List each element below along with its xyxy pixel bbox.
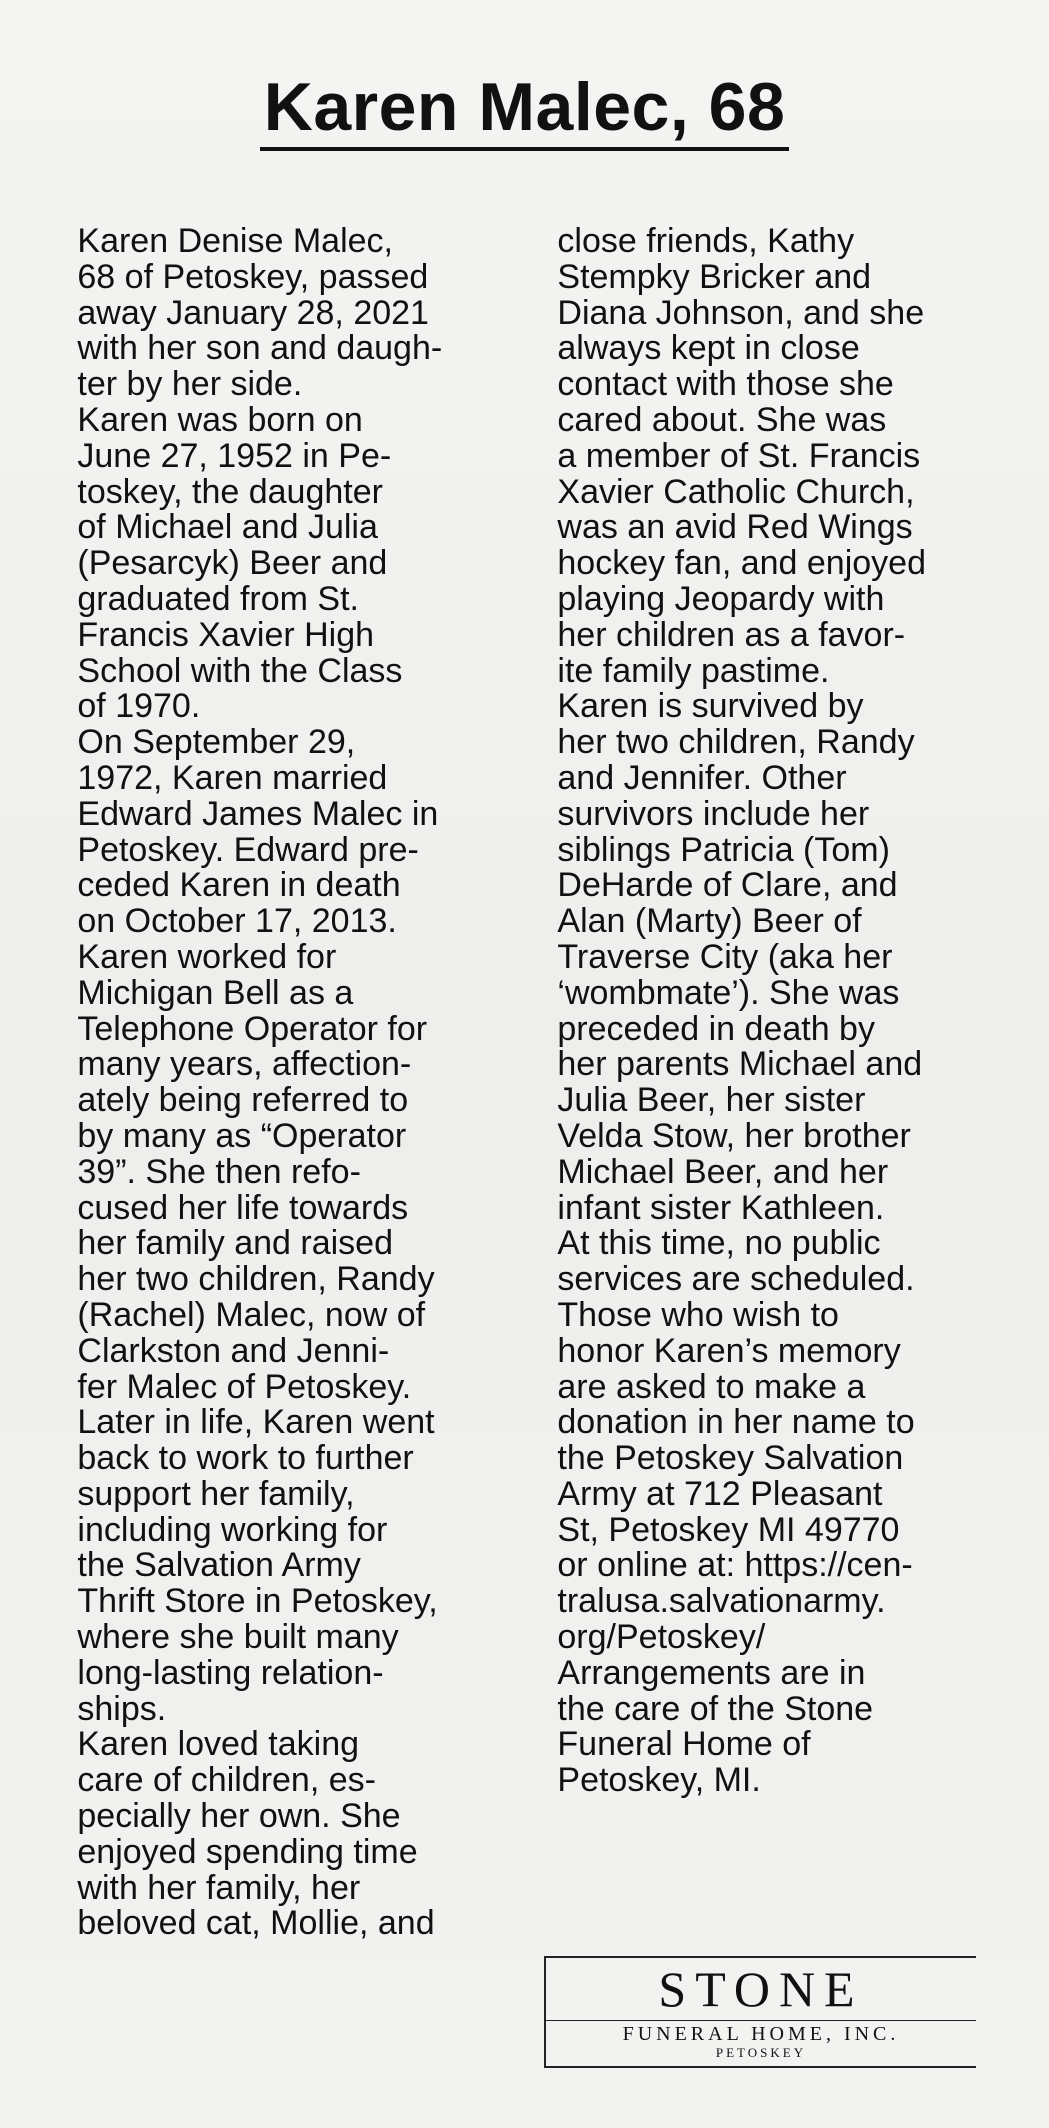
text-line: beloved cat, Mollie, and (77, 1904, 435, 1943)
text-line: away January 28, 2021 (77, 293, 429, 332)
text-line: ceded Karen in death (77, 866, 401, 905)
text-line: At this time, no public (557, 1224, 881, 1263)
funeral-home-logo (544, 1956, 976, 2068)
text-line: her children as a favor- (557, 615, 906, 654)
text-line: her family and raised (77, 1224, 393, 1263)
text-line: Funeral Home of (557, 1725, 811, 1764)
text-line: ter by her side. (77, 365, 303, 404)
text-line: org/Petoskey/ (557, 1618, 766, 1657)
logo-name: STONE (658, 1961, 864, 2017)
text-line: Edward James Malec in (77, 794, 439, 833)
paragraph (57, 224, 497, 403)
text-line: Xavier Catholic Church, (557, 472, 915, 511)
text-line: of Michael and Julia (77, 508, 378, 547)
text-line: Thrift Store in Petoskey, (77, 1582, 438, 1621)
text-line: Clarkston and Jenni- (77, 1331, 390, 1370)
text-line: graduated from St. (77, 579, 359, 618)
text-line: contact with those she (557, 365, 894, 404)
text-line: ships. (77, 1689, 167, 1728)
text-line: including working for (77, 1510, 388, 1549)
text-line: cused her life towards (77, 1188, 409, 1227)
text-line: hockey fan, and enjoyed (557, 544, 926, 583)
text-line: playing Jeopardy with (557, 579, 885, 618)
text-line: where she built many (77, 1618, 399, 1657)
text-line: School with the Class (77, 651, 403, 690)
paragraph (57, 1727, 497, 1942)
text-line: infant sister Kathleen. (557, 1188, 885, 1227)
text-line: with her son and daugh- (77, 329, 443, 368)
text-line: June 27, 1952 in Pe- (77, 436, 392, 475)
text-line: enjoyed spending time (77, 1832, 418, 1871)
text-line: Michael Beer, and her (557, 1152, 889, 1191)
paragraph (57, 937, 497, 1728)
text-line: her two children, Randy (77, 1260, 435, 1299)
text-line: Diana Johnson, and she (557, 293, 925, 332)
paragraph (57, 400, 497, 726)
text-line: tralusa.salvationarmy. (557, 1582, 886, 1621)
text-line: many years, affection- (77, 1045, 412, 1084)
text-line: ite family pastime. (557, 651, 830, 690)
paragraph (57, 725, 497, 940)
text-line: on October 17, 2013. (77, 902, 397, 941)
text-line: her two children, Randy (557, 723, 915, 762)
logo-subtitle: FUNERAL HOME, INC. (622, 2023, 900, 2045)
text-line: 68 of Petoskey, passed (77, 257, 429, 296)
text-line: Karen worked for (77, 937, 337, 976)
text-line: St, Petoskey MI 49770 (557, 1510, 900, 1549)
text-line: Julia Beer, her sister (557, 1081, 866, 1120)
text-line: Petoskey, MI. (557, 1761, 761, 1800)
text-line: Velda Stow, her brother (557, 1116, 911, 1155)
paragraph (537, 689, 1007, 1226)
logo-city: PETOSKEY (715, 2045, 807, 2060)
text-line: the Salvation Army (77, 1546, 361, 1585)
text-line: 39”. She then refo- (77, 1152, 361, 1191)
text-line: always kept in close (557, 329, 860, 368)
left-column (57, 224, 497, 1942)
text-line: long-lasting relation- (77, 1653, 384, 1692)
text-line: pecially her own. She (77, 1797, 401, 1836)
text-line: Karen Denise Malec, (77, 222, 393, 260)
text-line: Army at 712 Pleasant (557, 1474, 883, 1513)
text-line: Those who wish to (557, 1295, 839, 1334)
text-line: preceded in death by (557, 1009, 875, 1048)
text-line: her parents Michael and (557, 1045, 923, 1084)
text-line: close friends, Kathy (557, 222, 855, 260)
text-line: with her family, her (77, 1868, 361, 1907)
text-line: care of children, es- (77, 1761, 376, 1800)
text-line: fer Malec of Petoskey. (77, 1367, 412, 1406)
obituary-title: Karen Malec, 68 (0, 70, 1049, 151)
text-line: (Pesarcyk) Beer and (77, 544, 388, 583)
text-line: Stempky Bricker and (557, 257, 872, 296)
text-line: 1972, Karen married (77, 758, 388, 797)
text-line: services are scheduled. (557, 1260, 915, 1299)
text-line: ‘wombmate’). She was (557, 973, 900, 1012)
text-line: Michigan Bell as a (77, 973, 354, 1012)
paragraph (537, 1226, 1007, 1656)
text-line: Petoskey. Edward pre- (77, 830, 419, 869)
text-line: siblings Patricia (Tom) (557, 830, 890, 869)
text-line: Karen loved taking (77, 1725, 360, 1764)
text-line: On September 29, (77, 723, 356, 762)
text-line: Telephone Operator for (77, 1009, 428, 1048)
text-line: ately being referred to (77, 1081, 409, 1120)
text-line: Karen is survived by (557, 687, 864, 726)
text-line: donation in her name to (557, 1403, 915, 1442)
logo-divider (546, 2020, 976, 2021)
text-line: Karen was born on (77, 400, 363, 439)
right-column (537, 224, 1007, 1799)
paragraph (537, 224, 1007, 689)
text-line: Arrangements are in (557, 1653, 866, 1692)
text-line: support her family, (77, 1474, 355, 1513)
text-line: DeHarde of Clare, and (557, 866, 898, 905)
text-line: toskey, the daughter (77, 472, 383, 511)
text-line: the Petoskey Salvation (557, 1439, 904, 1478)
text-line: a member of St. Francis (557, 436, 921, 475)
text-line: cared about. She was (557, 400, 887, 439)
paragraph (537, 1653, 1007, 1800)
text-line: honor Karen’s memory (557, 1331, 901, 1370)
text-line: back to work to further (77, 1439, 414, 1478)
text-line: and Jennifer. Other (557, 758, 847, 797)
text-line: (Rachel) Malec, now of (77, 1295, 426, 1334)
text-line: Later in life, Karen went (77, 1403, 435, 1442)
text-line: are asked to make a (557, 1367, 866, 1406)
text-line: Traverse City (aka her (557, 937, 893, 976)
text-line: of 1970. (77, 687, 201, 726)
text-line: or online at: https://cen- (557, 1546, 913, 1585)
text-line: was an avid Red Wings (557, 508, 913, 547)
text-line: the care of the Stone (557, 1689, 874, 1728)
text-line: Francis Xavier High (77, 615, 375, 654)
text-line: Alan (Marty) Beer of (557, 902, 862, 941)
text-line: by many as “Operator (77, 1116, 407, 1155)
text-line: survivors include her (557, 794, 870, 833)
